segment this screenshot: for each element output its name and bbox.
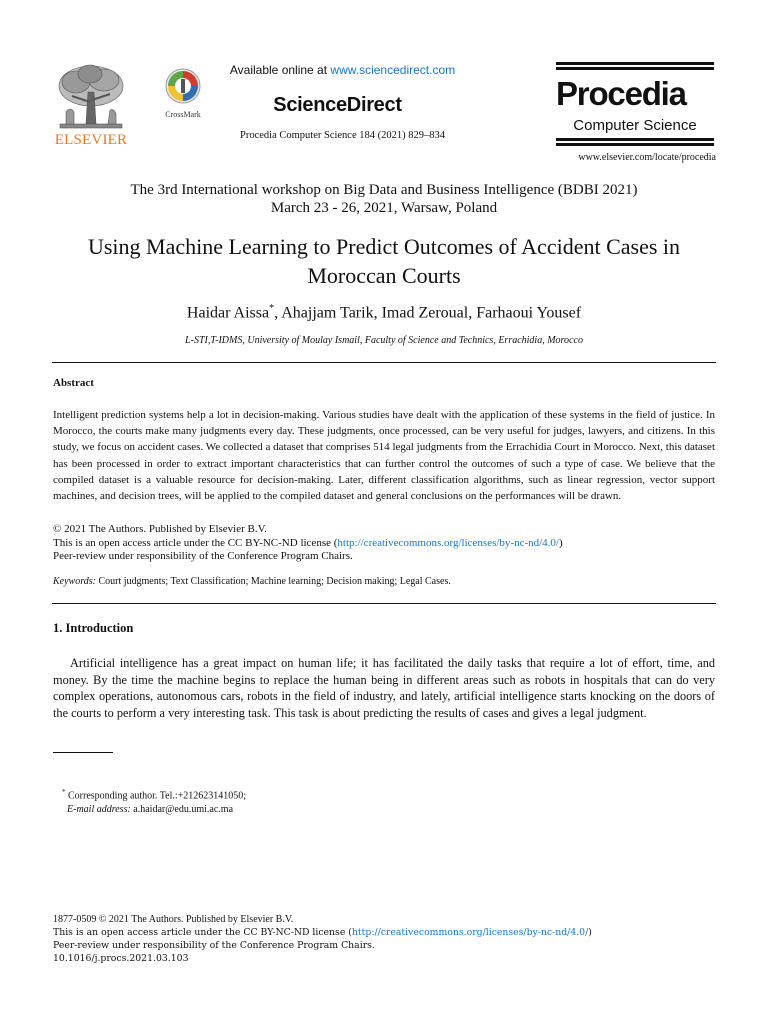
abstract-heading: Abstract bbox=[53, 377, 94, 389]
available-prefix: Available online at bbox=[229, 63, 331, 77]
bottom-license-line bbox=[53, 926, 715, 939]
corresponding-mark[interactable]: * bbox=[269, 303, 275, 314]
footnote-corresponding bbox=[62, 785, 562, 803]
available-online-line bbox=[210, 63, 475, 77]
issn-line: 1877-0509 © 2021 The Authors. Published by Elsevier B.V. bbox=[53, 914, 294, 925]
bottom-publication-info bbox=[53, 913, 715, 965]
footnote-rule bbox=[53, 752, 113, 753]
license-line bbox=[53, 537, 715, 551]
bottom-license-link[interactable]: http://creativecommons.org/licenses/by-nc-nd/4.0/ bbox=[351, 927, 589, 938]
crossmark-label: CrossMark bbox=[165, 110, 201, 119]
license-suffix: ) bbox=[559, 536, 563, 549]
paper-title-line-1: Using Machine Learning to Predict Outcomes of Accident Cases in bbox=[87, 234, 681, 259]
elsevier-wordmark: ELSEVIER bbox=[54, 132, 128, 148]
divider-top bbox=[52, 362, 716, 363]
section-heading-introduction: 1. Introduction bbox=[53, 621, 134, 635]
crossmark-icon bbox=[165, 68, 201, 104]
keywords-label: Keywords: bbox=[53, 576, 96, 587]
conference-info bbox=[40, 181, 728, 217]
license-prefix: This is an open access article under the CC BY-NC-ND license ( bbox=[53, 536, 338, 549]
copyright-line: © 2021 The Authors. Published by Elsevier B.V. bbox=[53, 523, 267, 535]
procedia-top-rule-2 bbox=[556, 67, 714, 70]
journal-reference: Procedia Computer Science 184 (2021) 829–834 bbox=[240, 130, 445, 141]
copyright-block bbox=[53, 523, 715, 564]
other-authors: , Ahajjam Tarik, Imad Zeroual, Farhaoui Yousef bbox=[274, 304, 582, 322]
doi-line[interactable]: 10.1016/j.procs.2021.03.103 bbox=[53, 953, 189, 964]
introduction-paragraph: Artificial intelligence has a great impact on human life; it has facilitated the daily tasks that require a lot of effort, time, and money. By the time the machine begins to replace the human being in different areas such as robots in hospitals that can do very complex operations, autonomous cars, robots in the field of industry, and lately, artificial intelligence starts knocking on the doors of the courts to perform a very interesting task. This task is about predicting the results of cases and gives a legal judgment. bbox=[53, 656, 715, 720]
bottom-license-prefix: This is an open access article under the CC BY-NC-ND license ( bbox=[53, 927, 352, 938]
email-address[interactable]: a.haidar@edu.umi.ac.ma bbox=[130, 804, 234, 816]
divider-bottom bbox=[52, 603, 716, 604]
conference-line-2: March 23 - 26, 2021, Warsaw, Poland bbox=[270, 200, 498, 216]
keywords-line bbox=[53, 576, 715, 587]
procedia-subtitle: Computer Science bbox=[573, 117, 697, 134]
paper-title-line-2: Moroccan Courts bbox=[307, 263, 461, 288]
affiliation: L-STI,T-IDMS, University of Moulay Ismail, Faculty of Science and Technics, Errachidia, Morocco bbox=[185, 335, 583, 346]
bottom-peer-review: Peer-review under responsibility of the Conference Program Chairs. bbox=[53, 940, 375, 951]
footnote bbox=[62, 785, 562, 817]
paper-title bbox=[40, 232, 728, 290]
crossmark-badge[interactable] bbox=[158, 68, 208, 119]
peer-review-line: Peer-review under responsibility of the Conference Program Chairs. bbox=[53, 550, 353, 562]
procedia-logo bbox=[556, 62, 714, 148]
procedia-title: Procedia bbox=[556, 75, 686, 112]
footnote-corresponding-text: Corresponding author. Tel.:+212623141050; bbox=[65, 790, 247, 802]
footnote-mark: * bbox=[62, 788, 66, 796]
keywords-text: Court judgments; Text Classification; Machine learning; Decision making; Legal Cases. bbox=[95, 576, 451, 587]
sciencedirect-wordmark: ScienceDirect bbox=[273, 94, 402, 116]
procedia-bottom-rule bbox=[556, 138, 714, 141]
first-author: Haidar Aissa bbox=[186, 304, 270, 322]
footnote-email bbox=[62, 803, 562, 817]
email-label: E-mail address: bbox=[67, 804, 131, 816]
journal-url[interactable]: www.elsevier.com/locate/procedia bbox=[578, 152, 716, 163]
conference-line-1: The 3rd International workshop on Big Data and Business Intelligence (BDBI 2021) bbox=[130, 182, 638, 198]
license-link[interactable]: http://creativecommons.org/licenses/by-nc-nd/4.0/ bbox=[337, 536, 559, 549]
procedia-top-rule bbox=[556, 62, 714, 65]
bottom-license-suffix: ) bbox=[588, 927, 592, 938]
sciencedirect-link[interactable]: www.sciencedirect.com bbox=[330, 63, 456, 77]
author-list bbox=[40, 303, 728, 322]
procedia-bottom-rule-2 bbox=[556, 143, 714, 146]
abstract-body: Intelligent prediction systems help a lot in decision-making. Various studies have dealt with the application of these systems in the field of justice. In Morocco, the courts make many judgments every day. These judgments, once processed, can be very useful for judges, lawyers, and citizens. In this study, we focus on accident cases. We collected a dataset that comprises 514 legal judgments from the Errachidia Court in Morocco. Next, this dataset has been processed in order to extract important characteristics that can further control the outcomes of such a type of case. We believe that the compiled dataset is a valuable resource for decision-making. Later, different classification algorithms, such as linear regression, vector support machines, and decision trees, will be applied to the compiled dataset and general conclusions on the performances will be drawn. bbox=[53, 409, 715, 503]
